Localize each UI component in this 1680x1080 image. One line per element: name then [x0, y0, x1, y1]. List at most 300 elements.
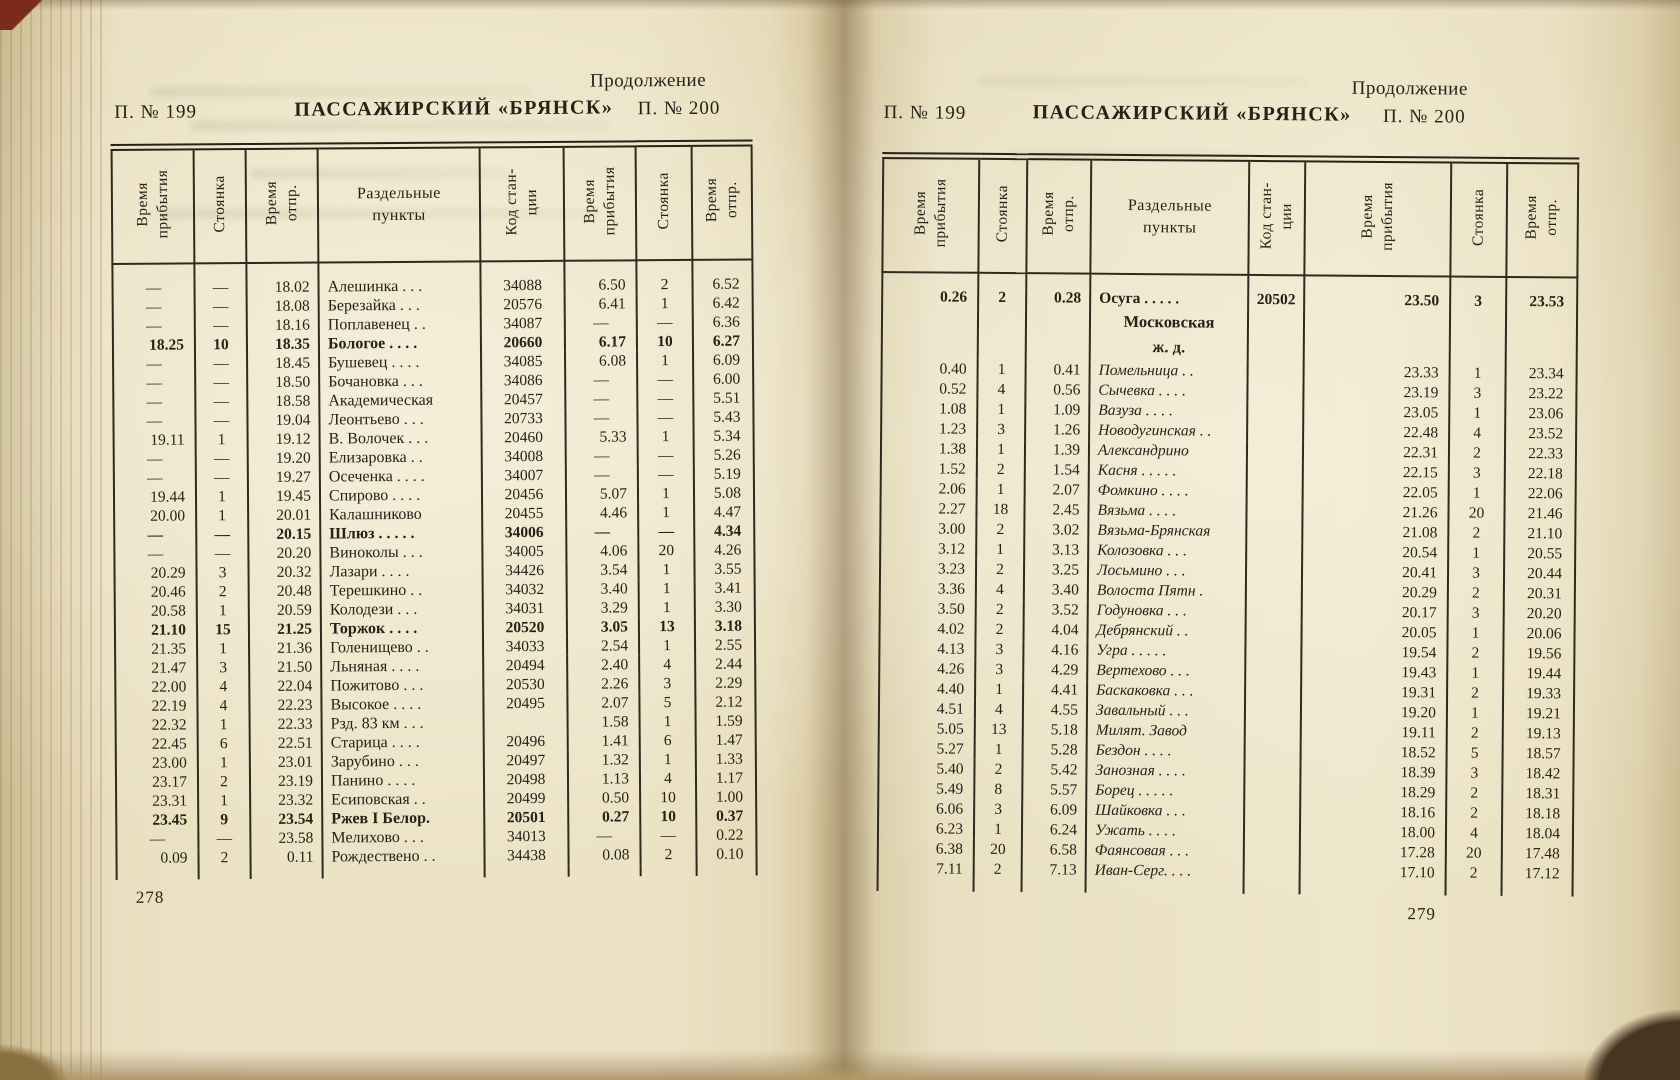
col-header-arrival-200: Время прибытия: [564, 144, 637, 261]
spacer-cell: [1450, 277, 1506, 292]
station-code: 20496: [484, 732, 568, 752]
page-title: ПАССАЖИРСКИЙ «БРЯНСК»: [1032, 101, 1352, 126]
train-200-stop: 3: [1450, 292, 1506, 312]
train-200-stop: 1: [639, 598, 695, 617]
train-200-arrival: 17.28: [1300, 842, 1446, 863]
col-header-departure-200: Время отпр.: [692, 143, 753, 260]
station-code: [1245, 642, 1301, 662]
station-name: Милят. Завод: [1087, 721, 1245, 742]
train-199-departure: 4.29: [1023, 660, 1087, 681]
train-199-arrival: —: [113, 354, 195, 374]
train-199-arrival: 3.12: [880, 539, 976, 560]
train-200-stop: 1: [639, 636, 695, 655]
train-200-stop: 4: [640, 769, 696, 788]
train-200-departure: 6.52: [692, 275, 752, 294]
train-199-stop: 1: [977, 440, 1025, 460]
train-200-stop: —: [640, 826, 696, 845]
station-name: Бушевец . . . .: [319, 352, 481, 372]
train-199-stop: 1: [198, 791, 250, 810]
train-199-arrival: 18.25: [113, 335, 195, 355]
train-199-stop: 1: [197, 639, 249, 658]
train-199-arrival: —: [113, 316, 195, 336]
train-200-stop: 1: [638, 560, 694, 579]
train-200-arrival: 3.54: [566, 560, 638, 580]
train-199-stop: 2: [974, 860, 1022, 880]
train-200-arrival: —: [566, 465, 638, 485]
spacer-cell: [636, 260, 692, 275]
station-name: Завальный . . .: [1087, 701, 1245, 722]
train-199-stop: 2: [976, 560, 1024, 580]
train-199-arrival: 4.13: [879, 639, 975, 660]
train-199-arrival: 4.26: [879, 659, 975, 680]
spacer-cell: [1304, 275, 1450, 291]
station-name: Колозовка . . .: [1088, 541, 1246, 562]
station-name: Льняная . . . .: [321, 656, 483, 676]
station-code: 20494: [483, 656, 567, 676]
train-200-arrival: —: [565, 408, 637, 428]
station-name: Мелихово . . .: [322, 827, 484, 847]
page-stack-edge: [0, 0, 106, 1080]
train-199-arrival: 3.36: [880, 579, 976, 600]
train-199-stop: 4: [976, 580, 1024, 600]
train-199-stop: 1: [976, 540, 1024, 560]
station-name: Леонтьево . . .: [319, 409, 481, 429]
spacer-cell: [569, 864, 641, 877]
train-200-stop: —: [638, 522, 694, 541]
train-200-stop: 3: [1449, 383, 1505, 403]
train-199-arrival: 3.23: [880, 559, 976, 580]
col-header-arrival-199: Время прибытия: [112, 147, 195, 264]
train-200-departure: 5.19: [694, 465, 754, 484]
train-200-arrival: 6.17: [565, 332, 637, 352]
continuation-label: Продолжение: [1351, 77, 1468, 100]
train-200-stop: 1: [637, 351, 693, 370]
train-199-stop: 2: [198, 772, 250, 791]
train-200-arrival: 20.41: [1302, 562, 1448, 583]
train-199-departure: 18.58: [247, 392, 319, 412]
train-200-stop: 2: [1447, 683, 1503, 703]
train-199-arrival: 20.58: [115, 601, 197, 621]
train-199-stop: —: [196, 468, 248, 487]
train-199-arrival: 5.05: [879, 719, 975, 740]
train-200-departure: 3.18: [695, 616, 755, 635]
train-199-stop: 10: [195, 335, 247, 354]
col-header-stations: Раздельные пункты: [1090, 157, 1249, 275]
page-left: [108, 62, 752, 907]
train-199-arrival: 20.00: [114, 506, 196, 526]
train-199-arrival: —: [114, 468, 196, 488]
col-header-stop-199: Стоянка: [194, 147, 247, 264]
station-code: 34008: [482, 447, 566, 467]
station-name: Голенищево . .: [321, 637, 483, 657]
train-200-departure: 3.55: [694, 559, 754, 578]
train-200-departure: 19.13: [1503, 724, 1574, 745]
station-code: 34088: [480, 276, 564, 296]
station-name: Пожитово . . .: [321, 675, 483, 695]
station-code: 20497: [484, 751, 568, 771]
train-200-stop: 10: [640, 807, 696, 826]
station-name: Академическая: [319, 390, 481, 410]
train-200-departure: 2.44: [695, 654, 755, 673]
train-199-arrival: 23.17: [116, 772, 198, 792]
train-200-arrival: 6.08: [565, 351, 637, 371]
train-199-stop: —: [195, 316, 247, 335]
station-code: [484, 713, 568, 733]
station-name: Баскаковка . . .: [1087, 681, 1245, 702]
train-199-arrival: 1.08: [881, 399, 977, 420]
railway-section-label: Московская ж. д.: [1090, 309, 1248, 362]
train-200-departure: 2.29: [695, 673, 755, 692]
train-199-arrival: 0.40: [882, 359, 978, 380]
train-200-stop: 3: [639, 674, 695, 693]
empty-cell: [1026, 308, 1090, 361]
ink-bleed-smudge: [150, 86, 530, 97]
train-199-stop: —: [196, 449, 248, 468]
train-200-arrival: 5.07: [566, 484, 638, 504]
train-200-departure: 18.57: [1503, 744, 1574, 765]
station-name: Терешкино . .: [321, 580, 483, 600]
header-row: [112, 143, 753, 264]
train-200-arrival: 19.43: [1301, 662, 1447, 683]
train-200-departure: 4.47: [694, 503, 754, 522]
station-name: Вязьма-Брянская: [1088, 521, 1246, 542]
train-200-stop: 5: [1447, 743, 1503, 763]
train-number-200: П. № 200: [637, 97, 721, 120]
train-199-arrival: 1.23: [881, 419, 977, 440]
station-code: 20502: [1248, 290, 1304, 310]
train-200-stop: 1: [1449, 403, 1505, 423]
train-199-departure: 2.45: [1024, 500, 1088, 521]
train-199-departure: 18.08: [247, 297, 319, 317]
spacer-cell: [1026, 273, 1090, 289]
train-200-departure: 1.00: [696, 787, 756, 806]
train-200-departure: 0.10: [696, 844, 756, 863]
train-199-stop: 3: [977, 420, 1025, 440]
train-199-arrival: —: [114, 544, 196, 564]
train-200-arrival: 19.54: [1301, 642, 1447, 663]
train-200-stop: 1: [639, 579, 695, 598]
train-200-arrival: —: [566, 522, 638, 542]
train-200-departure: 23.06: [1505, 404, 1576, 425]
train-200-departure: 5.08: [694, 484, 754, 503]
train-199-arrival: 21.10: [115, 620, 197, 640]
train-199-stop: 4: [197, 696, 249, 715]
train-200-arrival: 2.26: [567, 674, 639, 694]
train-199-stop: 1: [196, 506, 248, 525]
train-200-departure: 23.22: [1505, 384, 1576, 405]
train-199-stop: 2: [976, 520, 1024, 540]
train-200-arrival: 1.32: [568, 750, 640, 770]
train-number-199: П. № 199: [114, 101, 198, 123]
train-200-departure: 18.04: [1502, 824, 1573, 845]
train-199-departure: 5.28: [1023, 740, 1087, 761]
train-199-arrival: 20.46: [115, 582, 197, 602]
page-title: ПАССАЖИРСКИЙ «БРЯНСК»: [294, 96, 614, 121]
train-200-stop: 1: [637, 294, 693, 313]
train-199-arrival: 6.23: [878, 819, 974, 840]
train-199-departure: 22.04: [249, 677, 321, 697]
train-199-departure: 0.28: [1026, 288, 1090, 309]
col-header-departure-200: Время отпр.: [1506, 160, 1578, 277]
train-200-departure: 20.55: [1504, 544, 1575, 565]
page-right: [878, 66, 1578, 924]
train-200-stop: 13: [639, 617, 695, 636]
train-200-stop: 2: [1449, 443, 1505, 463]
train-200-departure: 6.42: [693, 294, 753, 313]
train-199-arrival: 22.00: [115, 677, 197, 697]
station-code: 20733: [481, 409, 565, 429]
train-200-arrival: 2.54: [567, 636, 639, 656]
train-200-stop: 5: [639, 693, 695, 712]
train-199-stop: 4: [977, 380, 1025, 400]
station-code: [1244, 782, 1300, 802]
timetable-body: [878, 272, 1578, 896]
train-199-arrival: —: [114, 449, 196, 469]
station-name: Шайковка . . .: [1086, 801, 1244, 822]
train-200-departure: 4.34: [694, 521, 754, 540]
train-200-arrival: 23.50: [1304, 290, 1450, 311]
station-code: 20520: [483, 618, 567, 638]
cover-corner-top-left: [0, 0, 78, 30]
page-number: 279: [1407, 904, 1436, 924]
spacer-cell: [1300, 882, 1446, 895]
train-199-stop: 2: [197, 582, 249, 601]
spacer-cell: [1090, 274, 1248, 290]
train-199-departure: 20.15: [248, 525, 320, 545]
train-200-arrival: 18.52: [1301, 742, 1447, 763]
train-200-departure: 20.31: [1504, 584, 1575, 605]
spacer-cell: [323, 865, 485, 878]
train-199-departure: 3.52: [1024, 600, 1088, 621]
timetable-left: [111, 140, 758, 880]
train-200-departure: 22.06: [1505, 484, 1576, 505]
train-200-departure: 19.21: [1503, 704, 1574, 725]
train-200-stop: 4: [1449, 423, 1505, 443]
station-code: [1246, 562, 1302, 582]
book-gutter-shadow: [806, 0, 876, 1080]
train-200-departure: 23.34: [1506, 364, 1577, 385]
train-200-stop: 2: [636, 275, 692, 294]
train-200-departure: 1.59: [696, 711, 756, 730]
station-code: 20455: [482, 504, 566, 524]
train-199-departure: 22.51: [250, 734, 322, 754]
train-199-stop: 9: [198, 810, 250, 829]
station-code: 20660: [481, 333, 565, 353]
train-199-arrival: —: [113, 392, 195, 412]
station-code: [1244, 822, 1300, 842]
station-code: [1247, 402, 1303, 422]
station-name: Березайка . . .: [319, 295, 481, 315]
train-199-departure: 22.23: [249, 696, 321, 716]
station-name: Вазуза . . . .: [1089, 401, 1247, 422]
train-200-arrival: 23.19: [1303, 382, 1449, 403]
train-199-stop: —: [194, 278, 246, 297]
train-200-stop: 3: [1449, 463, 1505, 483]
train-200-departure: 23.53: [1506, 292, 1577, 313]
station-name: Борец . . . . .: [1086, 781, 1244, 802]
train-200-departure: 0.22: [696, 825, 756, 844]
station-name: Лосьмино . . .: [1088, 561, 1246, 582]
train-200-stop: 1: [640, 712, 696, 731]
col-header-stop-200: Стоянка: [1450, 160, 1507, 277]
spacer-cell: [882, 272, 978, 288]
train-200-departure: 5.43: [693, 408, 753, 427]
station-name: Занозная . . . .: [1086, 761, 1244, 782]
train-199-stop: 3: [974, 800, 1022, 820]
train-199-departure: 6.24: [1022, 820, 1086, 841]
train-199-stop: —: [195, 373, 247, 392]
train-199-arrival: 3.50: [880, 599, 976, 620]
spacer-cell: [117, 867, 199, 880]
station-name: Помельница . .: [1090, 361, 1248, 382]
page-number: 278: [135, 887, 165, 907]
train-199-stop: 1: [977, 480, 1025, 500]
station-code: [1246, 582, 1302, 602]
train-200-arrival: 23.33: [1304, 362, 1450, 383]
train-200-arrival: 1.41: [568, 731, 640, 751]
ink-bleed-smudge: [190, 120, 610, 131]
station-name: Ржев I Белор.: [322, 808, 484, 828]
station-name: Бездон . . . .: [1087, 741, 1245, 762]
train-200-arrival: 22.15: [1303, 462, 1449, 483]
train-200-stop: —: [637, 389, 693, 408]
train-199-departure: 4.41: [1023, 680, 1087, 701]
train-200-arrival: 2.40: [567, 655, 639, 675]
train-199-stop: 2: [977, 460, 1025, 480]
train-200-departure: 18.42: [1502, 764, 1573, 785]
train-200-departure: 20.20: [1504, 604, 1575, 625]
train-200-arrival: 20.05: [1301, 622, 1447, 643]
spacer-cell: [112, 263, 194, 279]
station-name: В. Волочек . . .: [320, 428, 482, 448]
train-199-arrival: 4.51: [879, 699, 975, 720]
train-200-stop: 4: [1446, 823, 1502, 843]
train-199-arrival: 21.47: [115, 658, 197, 678]
train-200-stop: 10: [637, 332, 693, 351]
train-200-stop: 1: [1447, 703, 1503, 723]
train-200-departure: 1.17: [696, 768, 756, 787]
station-name: Рзд. 83 км . . .: [322, 713, 484, 733]
spacer-cell: [251, 867, 323, 880]
train-200-arrival: 22.48: [1303, 422, 1449, 443]
train-200-arrival: 18.00: [1300, 822, 1446, 843]
station-code: 20495: [483, 694, 567, 714]
station-code: 34086: [481, 371, 565, 391]
train-200-departure: 19.44: [1503, 664, 1574, 685]
train-200-arrival: 23.05: [1303, 402, 1449, 423]
empty-cell: [1248, 310, 1304, 362]
station-code: [1244, 842, 1300, 862]
train-199-stop: 1: [974, 820, 1022, 840]
station-name: Калашниково: [320, 504, 482, 524]
col-header-station-code: Код стан- ции: [480, 144, 565, 261]
train-200-stop: 2: [1446, 783, 1502, 803]
train-200-arrival: 1.13: [568, 769, 640, 789]
railway-section-row: [882, 307, 1577, 364]
train-199-stop: 20: [974, 840, 1022, 860]
station-name: Александрино: [1089, 441, 1247, 462]
spacer-cell: [485, 865, 569, 878]
train-199-stop: —: [195, 297, 247, 316]
train-199-stop: 4: [975, 700, 1023, 720]
train-199-arrival: 7.11: [878, 859, 974, 880]
train-200-stop: 1: [1447, 663, 1503, 683]
train-199-departure: 18.50: [247, 373, 319, 393]
train-199-stop: 13: [975, 720, 1023, 740]
train-199-departure: 18.16: [247, 316, 319, 336]
station-code: 20498: [484, 770, 568, 790]
station-code: 34085: [481, 352, 565, 372]
station-name: Вязьма . . . .: [1088, 501, 1246, 522]
train-199-departure: 1.26: [1025, 420, 1089, 441]
station-code: [1244, 762, 1300, 782]
train-200-arrival: 5.33: [566, 427, 638, 447]
train-200-stop: —: [638, 465, 694, 484]
train-199-stop: —: [195, 392, 247, 411]
train-199-arrival: 23.31: [116, 791, 198, 811]
train-200-departure: 2.55: [695, 635, 755, 654]
train-200-arrival: 4.46: [566, 503, 638, 523]
train-199-arrival: 20.29: [114, 563, 196, 583]
train-200-arrival: 1.58: [568, 712, 640, 732]
station-name: Новодугинская . .: [1089, 421, 1247, 442]
train-200-stop: 4: [639, 655, 695, 674]
train-199-arrival: 2.27: [880, 499, 976, 520]
train-199-stop: 1: [978, 360, 1026, 380]
train-200-arrival: 0.08: [568, 845, 640, 865]
station-name: Алешинка . . .: [318, 276, 480, 296]
train-200-arrival: 20.29: [1302, 582, 1448, 603]
train-200-departure: 0.37: [696, 806, 756, 825]
train-199-departure: 18.35: [247, 335, 319, 355]
train-200-arrival: 6.50: [564, 275, 636, 295]
train-200-stop: 2: [1446, 863, 1502, 883]
train-200-stop: 20: [1448, 503, 1504, 523]
station-code: 34426: [482, 561, 566, 581]
station-code: [1247, 482, 1303, 502]
empty-cell: [882, 307, 978, 360]
train-200-departure: 2.12: [695, 692, 755, 711]
train-200-arrival: 22.05: [1303, 482, 1449, 503]
station-code: 20457: [481, 390, 565, 410]
train-200-departure: 6.00: [693, 370, 753, 389]
train-199-arrival: 5.49: [878, 779, 974, 800]
train-200-arrival: 22.31: [1303, 442, 1449, 463]
station-code: [1246, 522, 1302, 542]
station-name: Высокое . . . .: [321, 694, 483, 714]
train-199-arrival: 0.26: [882, 287, 978, 308]
station-code: 20576: [481, 295, 565, 315]
train-199-arrival: —: [113, 411, 195, 431]
train-200-arrival: 2.07: [567, 693, 639, 713]
train-200-departure: 3.30: [695, 597, 755, 616]
train-199-departure: 7.13: [1022, 860, 1086, 881]
station-code: [1244, 802, 1300, 822]
station-name: Годуновка . . .: [1088, 601, 1246, 622]
train-200-stop: 1: [1447, 623, 1503, 643]
station-code: [1245, 682, 1301, 702]
station-code: 20501: [484, 808, 568, 828]
train-199-stop: 1: [975, 740, 1023, 760]
station-name: Угра . . . . .: [1087, 641, 1245, 662]
train-199-arrival: 1.38: [881, 439, 977, 460]
train-200-stop: 2: [1447, 723, 1503, 743]
train-200-stop: 3: [1448, 563, 1504, 583]
train-199-departure: 4.04: [1023, 620, 1087, 641]
train-199-departure: 23.19: [250, 772, 322, 792]
station-code: [1247, 422, 1303, 442]
col-header-stations: Раздельные пункты: [318, 145, 481, 263]
